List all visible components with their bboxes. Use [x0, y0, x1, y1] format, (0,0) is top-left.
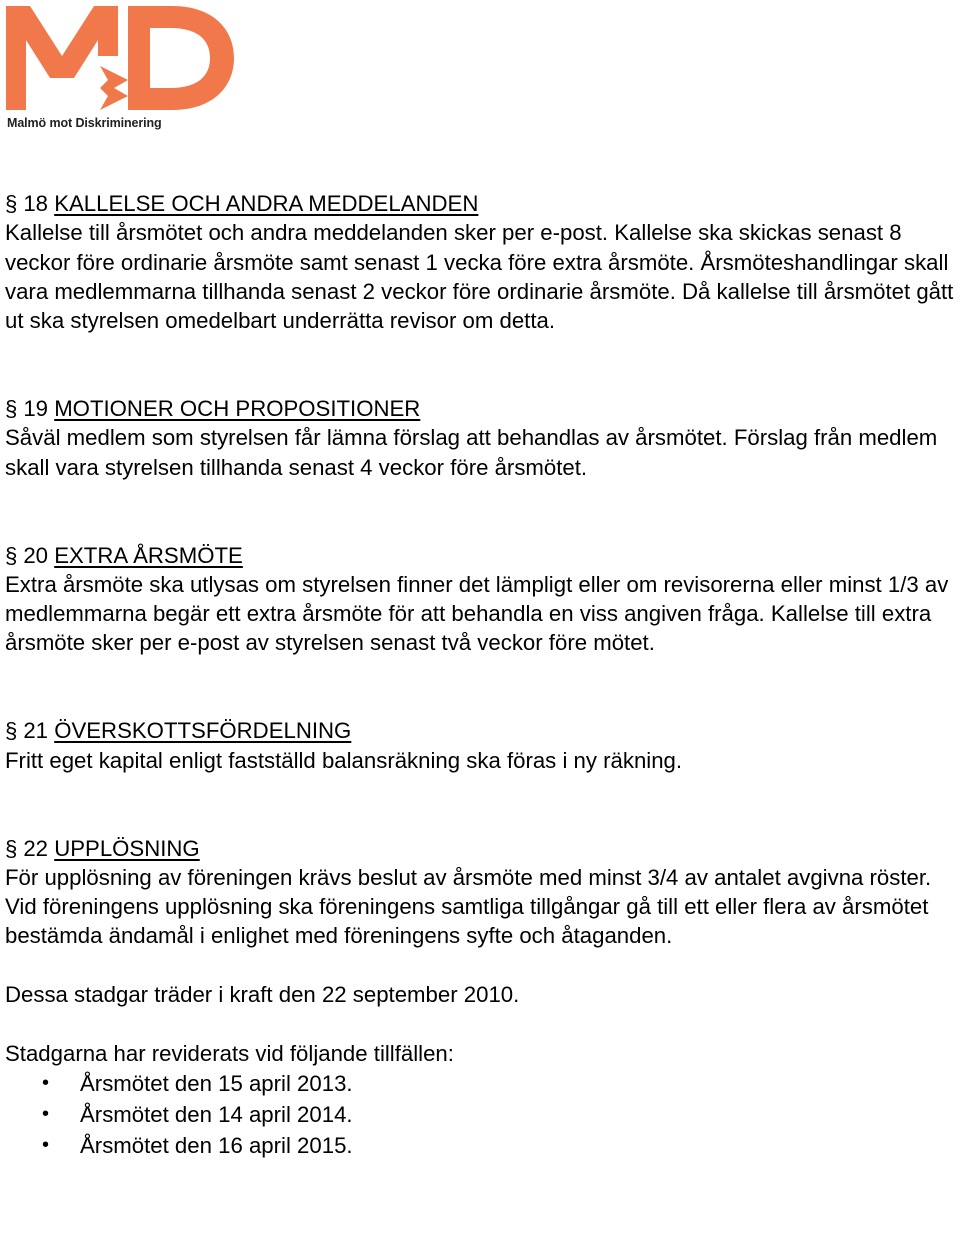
section-symbol: § — [5, 718, 18, 744]
bullet-icon: • — [42, 1102, 50, 1125]
bullet-icon: • — [42, 1071, 50, 1094]
bullet-icon: • — [42, 1133, 50, 1156]
logo-letter-d — [128, 6, 234, 110]
section-symbol: § — [5, 396, 18, 422]
section-title: UPPLÖSNING — [54, 835, 200, 861]
document-body — [5, 189, 960, 1161]
section-18 — [5, 189, 960, 335]
section-title: KALLELSE OCH ANDRA MEDDELANDEN — [54, 191, 479, 216]
logo-letter-m — [6, 6, 118, 110]
revision-text: Årsmötet den 16 april 2015. — [80, 1132, 353, 1158]
revision-text: Årsmötet den 14 april 2014. — [80, 1101, 353, 1127]
section-number: 21 — [23, 718, 49, 744]
section-symbol: § — [5, 542, 18, 568]
section-body: Såväl medlem som styrelsen får lämna förslag att behandlas av årsmötet. Förslag från medlem skall vara styrelsen tillhanda senast 4 veckor före årsmötet. — [5, 425, 938, 480]
logo-arrow — [100, 66, 128, 110]
section-title: EXTRA ÅRSMÖTE — [54, 542, 243, 568]
section-heading — [5, 716, 960, 745]
section-number: 22 — [23, 835, 49, 861]
section-symbol: § — [5, 191, 18, 216]
revision-text: Årsmötet den 15 april 2013. — [80, 1070, 353, 1096]
logo-caption: Malmö mot Diskriminering — [7, 116, 162, 130]
section-body: För upplösning av föreningen krävs beslut av årsmöte med minst 3/4 av antalet avgivna röster. Vid föreningens upplösning ska föreningens samtliga tillgångar gå till ett eller flera av årsmötet bestämda ändamål i enlighet med föreningens syfte och åtaganden. — [5, 864, 932, 949]
section-body: Extra årsmöte ska utlysas om styrelsen finner det lämpligt eller om revisorerna eller minst 1/3 av medlemmarna begär ett extra årsmöte för att behandla en viss angiven fråga. Kallelse till extra årsmöte sker per e-post av styrelsen senast två veckor före mötet. — [5, 571, 949, 656]
section-heading — [5, 834, 960, 863]
list-item — [5, 1068, 960, 1099]
section-number: 18 — [23, 191, 49, 216]
section-heading — [5, 189, 960, 218]
section-22 — [5, 834, 960, 951]
list-item — [5, 1099, 960, 1130]
logo — [4, 2, 244, 132]
section-21 — [5, 716, 960, 775]
section-number: 19 — [23, 396, 49, 422]
section-heading — [5, 541, 960, 570]
section-20 — [5, 541, 960, 658]
section-heading — [5, 394, 960, 423]
md-logo-mark — [4, 2, 236, 114]
section-19 — [5, 394, 960, 482]
section-symbol: § — [5, 835, 18, 861]
revisions-title: Stadgarna har reviderats vid följande tillfällen: — [5, 1040, 454, 1066]
section-title: MOTIONER OCH PROPOSITIONER — [54, 396, 421, 422]
effective-date-statement: Dessa stadgar träder i kraft den 22 september 2010. — [5, 982, 520, 1008]
section-number: 20 — [23, 542, 49, 568]
list-item — [5, 1130, 960, 1161]
revisions-list — [5, 1068, 960, 1161]
section-title: ÖVERSKOTTSFÖRDELNING — [54, 718, 352, 744]
section-body: Fritt eget kapital enligt fastställd balansräkning ska föras i ny räkning. — [5, 747, 683, 773]
section-body: Kallelse till årsmötet och andra meddelanden sker per e-post. Kallelse ska skickas senast 8 veckor före ordinarie årsmöte samt senast 1 vecka före extra årsmöte. Årsmöteshandlingar skall vara medlemmarna tillhanda senast 2 veckor före ordinarie årsmöte. Då kallelse till årsmötet gått ut ska styrelsen omedelbart underrätta revisor om detta. — [5, 220, 954, 334]
